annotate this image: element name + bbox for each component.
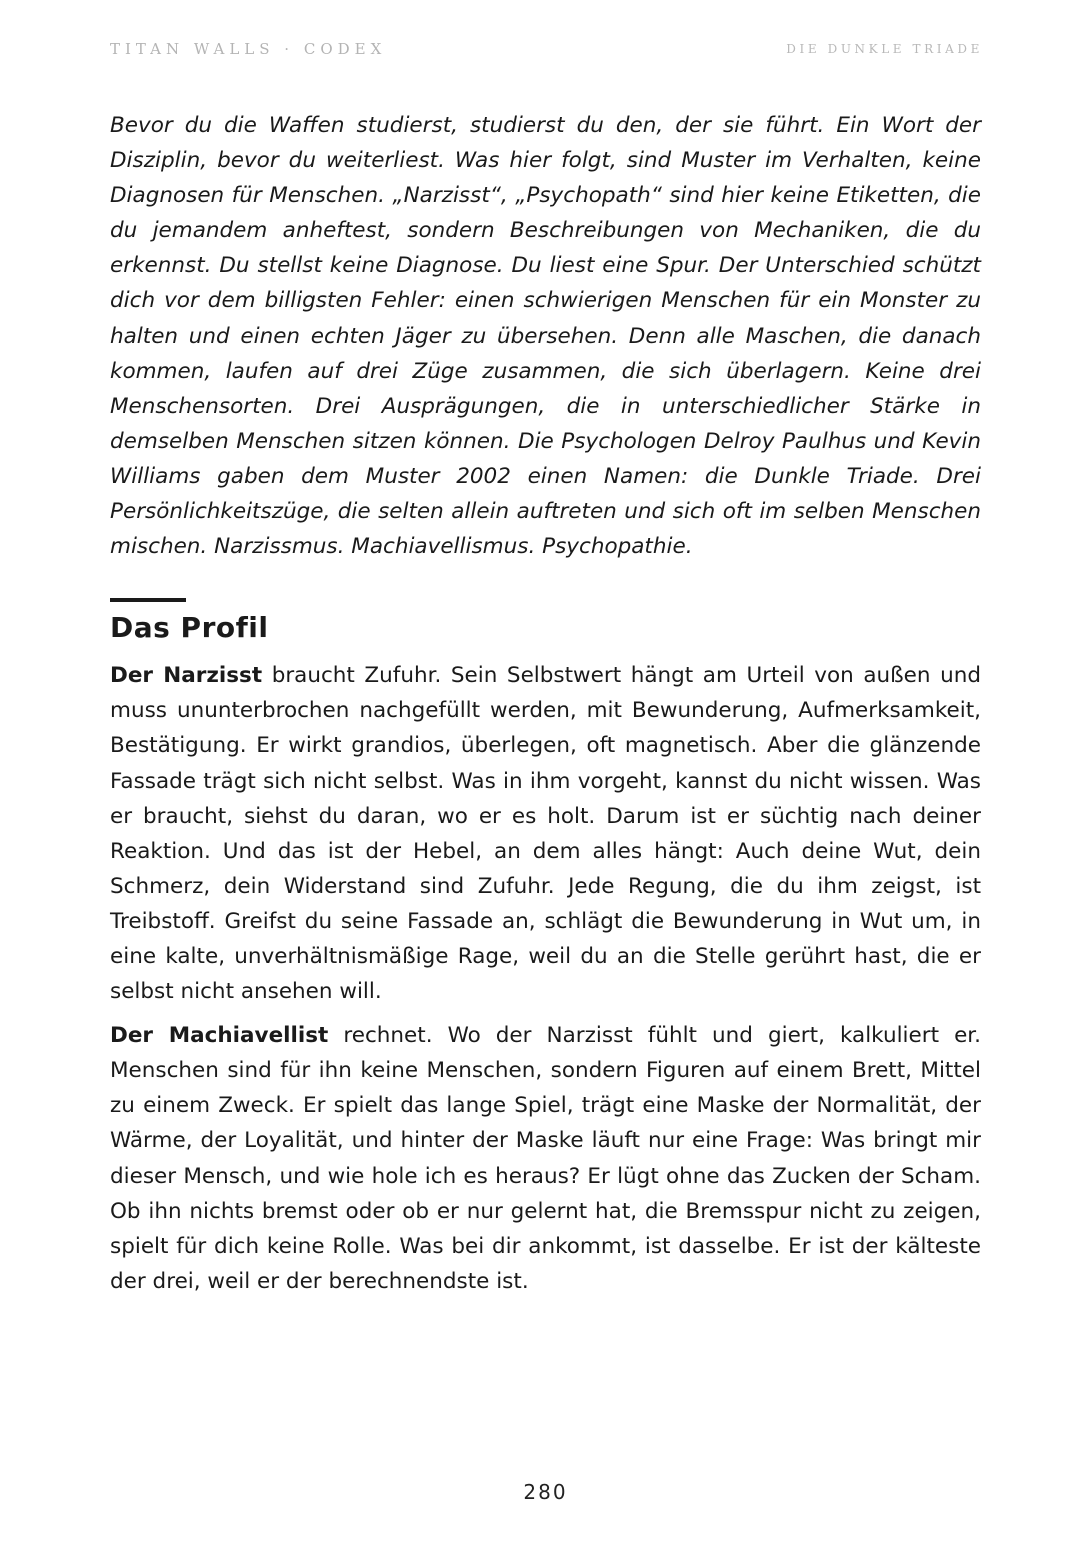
section-heading: Das Profil [110,611,269,645]
header-book-title: TITAN WALLS · CODEX [110,40,387,58]
intro-paragraph: Bevor du die Waffen studierst, studierst du den, der sie führt. Ein Wort der Disziplin, bevor du weiterliest. Was hier folgt, sind Muster im Verhalten, keine Diagnosen für Menschen. „Narzisst“, „Psychopath“ sind hier keine Etiketten, die du jemandem anheftest, sondern Beschreibungen von Mechaniken, die du erkennst. Du stellst keine Diagnose. Du liest eine Spur. Der Unterschied schützt dich vor dem billigsten Fehler: einen schwierigen Menschen für ein Monster zu halten und einen echten Jäger zu übersehen. Denn alle Maschen, die danach kommen, laufen auf drei Züge zusammen, die sich überlagern. Keine drei Menschensorten. Drei Ausprägungen, die in unterschiedlicher Stärke in demselben Menschen sitzen können. Die Psychologen Delroy Paulhus und Kevin Williams gaben dem Muster 2002 einen Namen: die Dunkle Triade. Drei Persönlichkeitszüge, die selten allein auftreten und sich oft im selben Menschen mischen. Narzissmus. Machiavellismus. Psychopathie. [110,113,981,560]
page-content [110,108,981,1308]
paragraph-machiavellist [110,1018,981,1299]
paragraph-lead-term: Der Narzisst [110,663,263,689]
running-header [0,40,1091,62]
paragraph-narzisst [110,658,981,1009]
paragraph-body: braucht Zufuhr. Sein Selbstwert hängt am Urteil von außen und muss ununterbrochen nachgefüllt werden, mit Bewunderung, Aufmerksamkeit, Bestätigung. Er wirkt grandios, überlegen, oft magnetisch. Aber die glänzende Fassade trägt sich nicht selbst. Was in ihm vorgeht, kannst du nicht wissen. Was er braucht, siehst du daran, wo er es holt. Darum ist er süchtig nach deiner Reaktion. Und das ist der Hebel, an dem alles hängt: Auch deine Wut, dein Schmerz, dein Widerstand sind Zufuhr. Jede Regung, die du ihm zeigst, ist Treibstoff. Greifst du seine Fassade an, schlägt die Bewunderung in Wut um, in eine kalte, unverhältnismäßige Rage, weil du an die Stelle gerührt hast, die er selbst nicht ansehen will. [110,663,981,1005]
header-chapter-title: DIE DUNKLE TRIADE [786,42,983,56]
paragraph-lead-term: Der Machiavellist [110,1023,329,1049]
paragraph-body: rechnet. Wo der Narzisst fühlt und giert, kalkuliert er. Menschen sind für ihn keine Menschen, sondern Figuren auf einem Brett, Mittel zu einem Zweck. Er spielt das lange Spiel, trägt eine Maske der Normalität, der Wärme, der Loyalität, und hinter der Maske läuft nur eine Frage: Was bringt mir dieser Mensch, und wie hole ich es heraus? Er lügt ohne das Zucken der Scham. Ob ihn nichts bremst oder ob er nur gelernt hat, die Bremsspur nicht zu zeigen, spielt für dich keine Rolle. Was bei dir ankommt, ist dasselbe. Er ist der kälteste der drei, weil er der berechnendste ist. [110,1023,981,1294]
section-divider [110,598,186,602]
page-number: 280 [523,1480,568,1504]
